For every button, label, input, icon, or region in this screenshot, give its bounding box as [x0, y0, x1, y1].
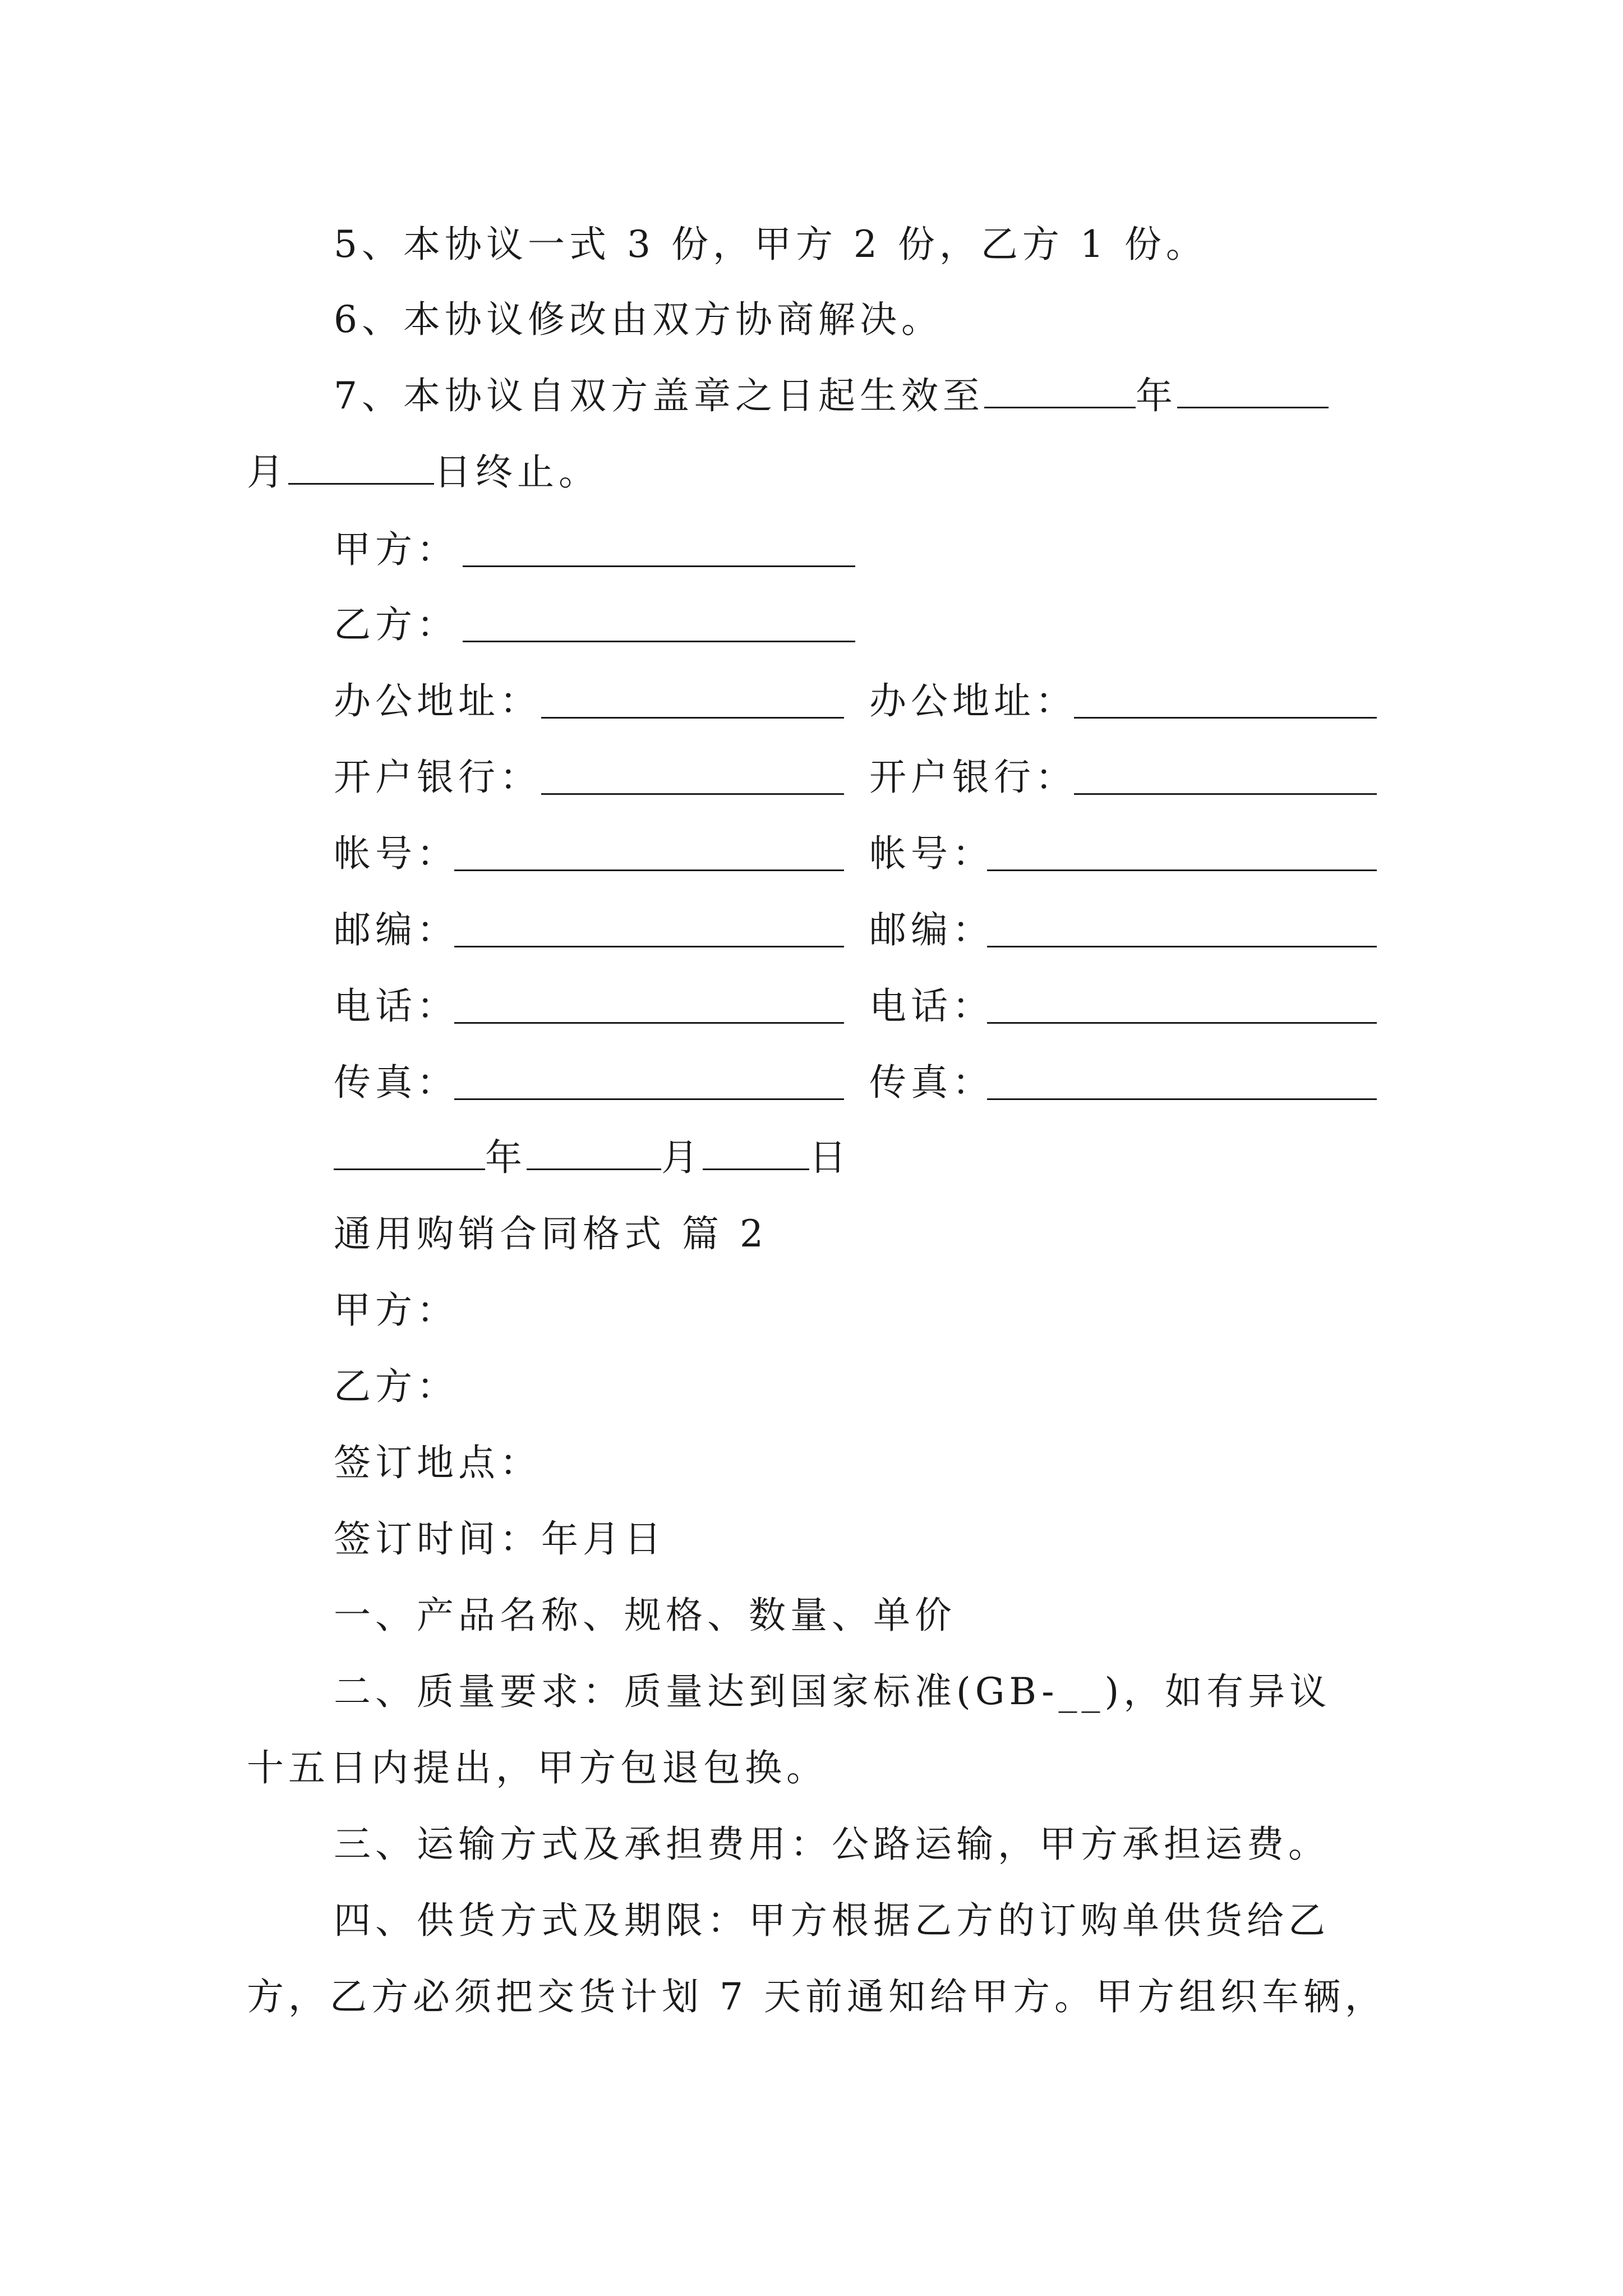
postcode-label-right: 邮编： [869, 908, 994, 951]
party-a-label: 甲方： [334, 528, 458, 571]
address-label-left: 办公地址： [334, 679, 541, 723]
contract2-clause-4-line1: 四、供货方式及期限：甲方根据乙方的订购单供货给乙 [334, 1899, 1330, 1942]
year-blank [984, 375, 1136, 408]
clause-7-end: 日终止。 [434, 450, 600, 494]
postcode-field-line-left [454, 946, 844, 947]
date-year: 年 [485, 1136, 527, 1179]
bank-label-left: 开户银行： [334, 756, 541, 799]
contract2-clause-4-line2: 方，乙方必须把交货计划 7 天前通知给甲方。甲方组织车辆， [247, 1975, 1386, 2018]
date-day: 日 [809, 1136, 851, 1179]
bank-field-line-left [541, 793, 844, 795]
contract2-clause-2-line1: 二、质量要求：质量达到国家标准(GB-__)，如有异议 [334, 1670, 1331, 1713]
date-year-blank [334, 1137, 485, 1170]
phone-field-line-right [987, 1022, 1377, 1024]
clause-7-year: 年 [1136, 374, 1177, 417]
account-field-line-right [987, 869, 1377, 871]
date-day-blank [703, 1137, 809, 1170]
postcode-label-left: 邮编： [334, 908, 458, 951]
clause-7-prefix: 7、本协议自双方盖章之日起生效至 [334, 374, 984, 417]
party-b-field-line [463, 641, 855, 642]
phone-label-left: 电话： [334, 984, 458, 1028]
contract2-clause-1: 一、产品名称、规格、数量、单价 [334, 1594, 956, 1637]
contract2-sign-time: 签订时间：年月日 [334, 1517, 666, 1561]
address-label-right: 办公地址： [869, 679, 1077, 723]
contract2-sign-place: 签订地点： [334, 1441, 541, 1484]
account-label-left: 帐号： [334, 832, 458, 875]
contract2-party-b: 乙方： [334, 1365, 458, 1408]
phone-field-line-left [454, 1022, 844, 1024]
account-label-right: 帐号： [869, 832, 994, 875]
clause-5: 5、本协议一式 3 份，甲方 2 份，乙方 1 份。 [334, 223, 1207, 266]
phone-label-right: 电话： [869, 984, 994, 1028]
date-month-blank [527, 1137, 661, 1170]
contract2-party-a: 甲方： [334, 1289, 458, 1332]
month-blank [1177, 375, 1329, 408]
clause-7-line2 [247, 450, 600, 495]
clause-6: 6、本协议修改由双方协商解决。 [334, 298, 943, 341]
fax-field-line-left [454, 1098, 844, 1100]
bank-field-line-right [1074, 793, 1377, 795]
contract2-clause-3: 三、运输方式及承担费用：公路运输，甲方承担运费。 [334, 1823, 1330, 1866]
bank-label-right: 开户银行： [869, 756, 1077, 799]
signature-date [334, 1135, 851, 1180]
contract2-title: 通用购销合同格式 篇 2 [334, 1212, 768, 1255]
account-field-line-left [454, 869, 844, 871]
fax-label-left: 传真： [334, 1061, 458, 1104]
day-blank [288, 452, 434, 485]
address-field-line-right [1074, 717, 1377, 719]
party-b-label: 乙方： [334, 603, 458, 646]
clause-7-line1 [334, 374, 1329, 418]
clause-7-month: 月 [247, 450, 288, 494]
fax-field-line-right [987, 1098, 1377, 1100]
date-month: 月 [661, 1136, 703, 1179]
postcode-field-line-right [987, 946, 1377, 947]
contract2-clause-2-line2: 十五日内提出，甲方包退包换。 [247, 1746, 828, 1789]
fax-label-right: 传真： [869, 1061, 994, 1104]
party-a-field-line [463, 565, 855, 567]
address-field-line-left [541, 717, 844, 719]
